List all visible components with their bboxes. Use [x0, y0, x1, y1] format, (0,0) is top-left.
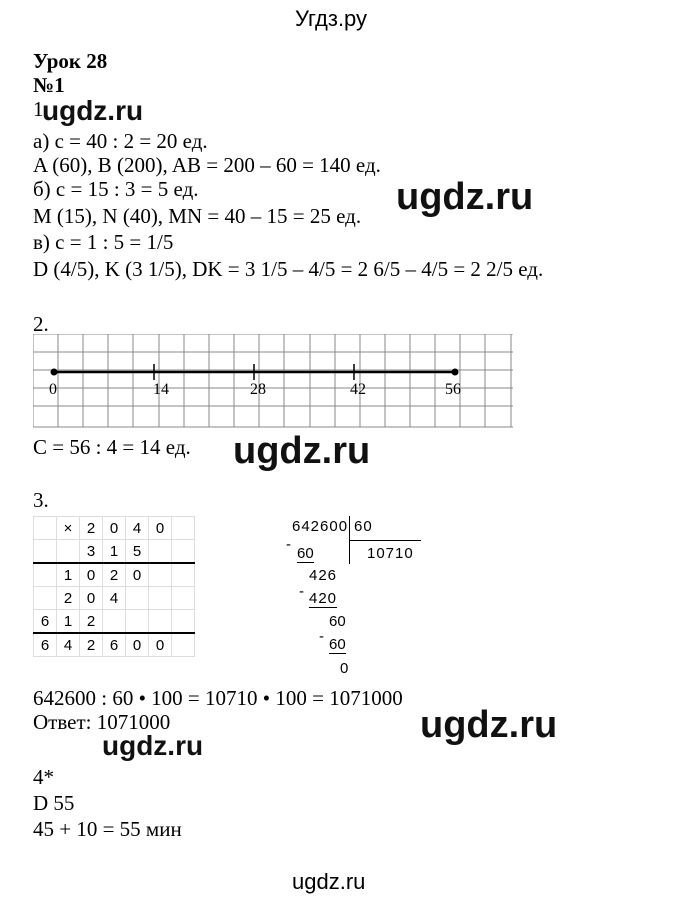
task1-line: в) с = 1 : 5 = 1/5: [33, 230, 174, 254]
task1-line: A (60), B (200), AB = 200 – 60 = 140 ед.: [33, 153, 381, 177]
division-quotient: 10710: [367, 545, 414, 562]
task2-result: С = 56 : 4 = 14 ед.: [33, 435, 191, 459]
tick-label: 28: [250, 381, 266, 398]
mul-row: 6 4 2 6 0 0: [34, 633, 195, 657]
number-line-grid: [33, 334, 513, 430]
mul-row: 3 1 5: [34, 540, 195, 564]
task1-line: а) с = 40 : 2 = 20 ед.: [33, 129, 208, 153]
division-quotient-bar: [349, 540, 421, 541]
minus-sign: -: [286, 536, 291, 553]
tick-label: 42: [350, 381, 366, 398]
division-step: 0: [340, 660, 349, 677]
task1-line: D (4/5), K (3 1/5), DK = 3 1/5 – 4/5 = 2 6/5 – 4/5 = 2 2/5 ед.: [33, 257, 544, 281]
watermark-5: ugdz.ru: [102, 730, 204, 761]
mul-row: × 2 0 4 0: [34, 517, 195, 540]
task3-line: 642600 : 60 • 100 = 10710 • 100 = 1071000: [33, 686, 403, 710]
task2-number: 2.: [33, 312, 49, 336]
division-step: 426: [309, 567, 338, 584]
division-dividend: 642600: [292, 518, 349, 535]
task4-number: 4*: [33, 765, 54, 789]
task1-line: б) с = 15 : 3 = 5 ед.: [33, 177, 199, 201]
grid-lines: [33, 334, 513, 427]
mul-row: 6 1 2: [34, 610, 195, 634]
task4-line: D 55: [33, 791, 75, 815]
task3-answer: Ответ: 1071000: [33, 710, 171, 734]
task1-number: 1: [33, 97, 44, 121]
tick-label: 0: [49, 381, 57, 398]
division-divisor: 60: [354, 518, 373, 535]
multiplication-table: [33, 516, 195, 657]
minus-sign: -: [299, 583, 304, 600]
watermark-3: ugdz.ru: [233, 430, 371, 472]
start-point: [51, 369, 58, 376]
minus-sign: -: [319, 628, 324, 645]
mul-row: 2 0 4: [34, 587, 195, 610]
watermark-2: ugdz.ru: [396, 176, 534, 218]
division-step: 60: [329, 636, 346, 653]
mul-row: 1 0 2 0: [34, 563, 195, 587]
watermark-1: ugdz.ru: [42, 95, 144, 126]
division-step: 60: [297, 545, 314, 562]
lesson-title: Урок 28: [33, 49, 108, 73]
end-point: [452, 369, 459, 376]
tick-label: 14: [153, 381, 169, 398]
site-footer[interactable]: ugdz.ru: [292, 869, 366, 894]
site-header[interactable]: Угдз.ру: [295, 6, 368, 31]
division-step: 420: [309, 590, 338, 607]
division-step: 60: [329, 613, 346, 630]
task1-line: M (15), N (40), MN = 40 – 15 = 25 ед.: [33, 204, 362, 228]
tick-label: 56: [445, 381, 461, 398]
task-number: №1: [33, 73, 65, 97]
task4-line: 45 + 10 = 55 мин: [33, 817, 182, 841]
watermark-4: ugdz.ru: [420, 704, 558, 746]
task3-number: 3.: [33, 488, 49, 512]
